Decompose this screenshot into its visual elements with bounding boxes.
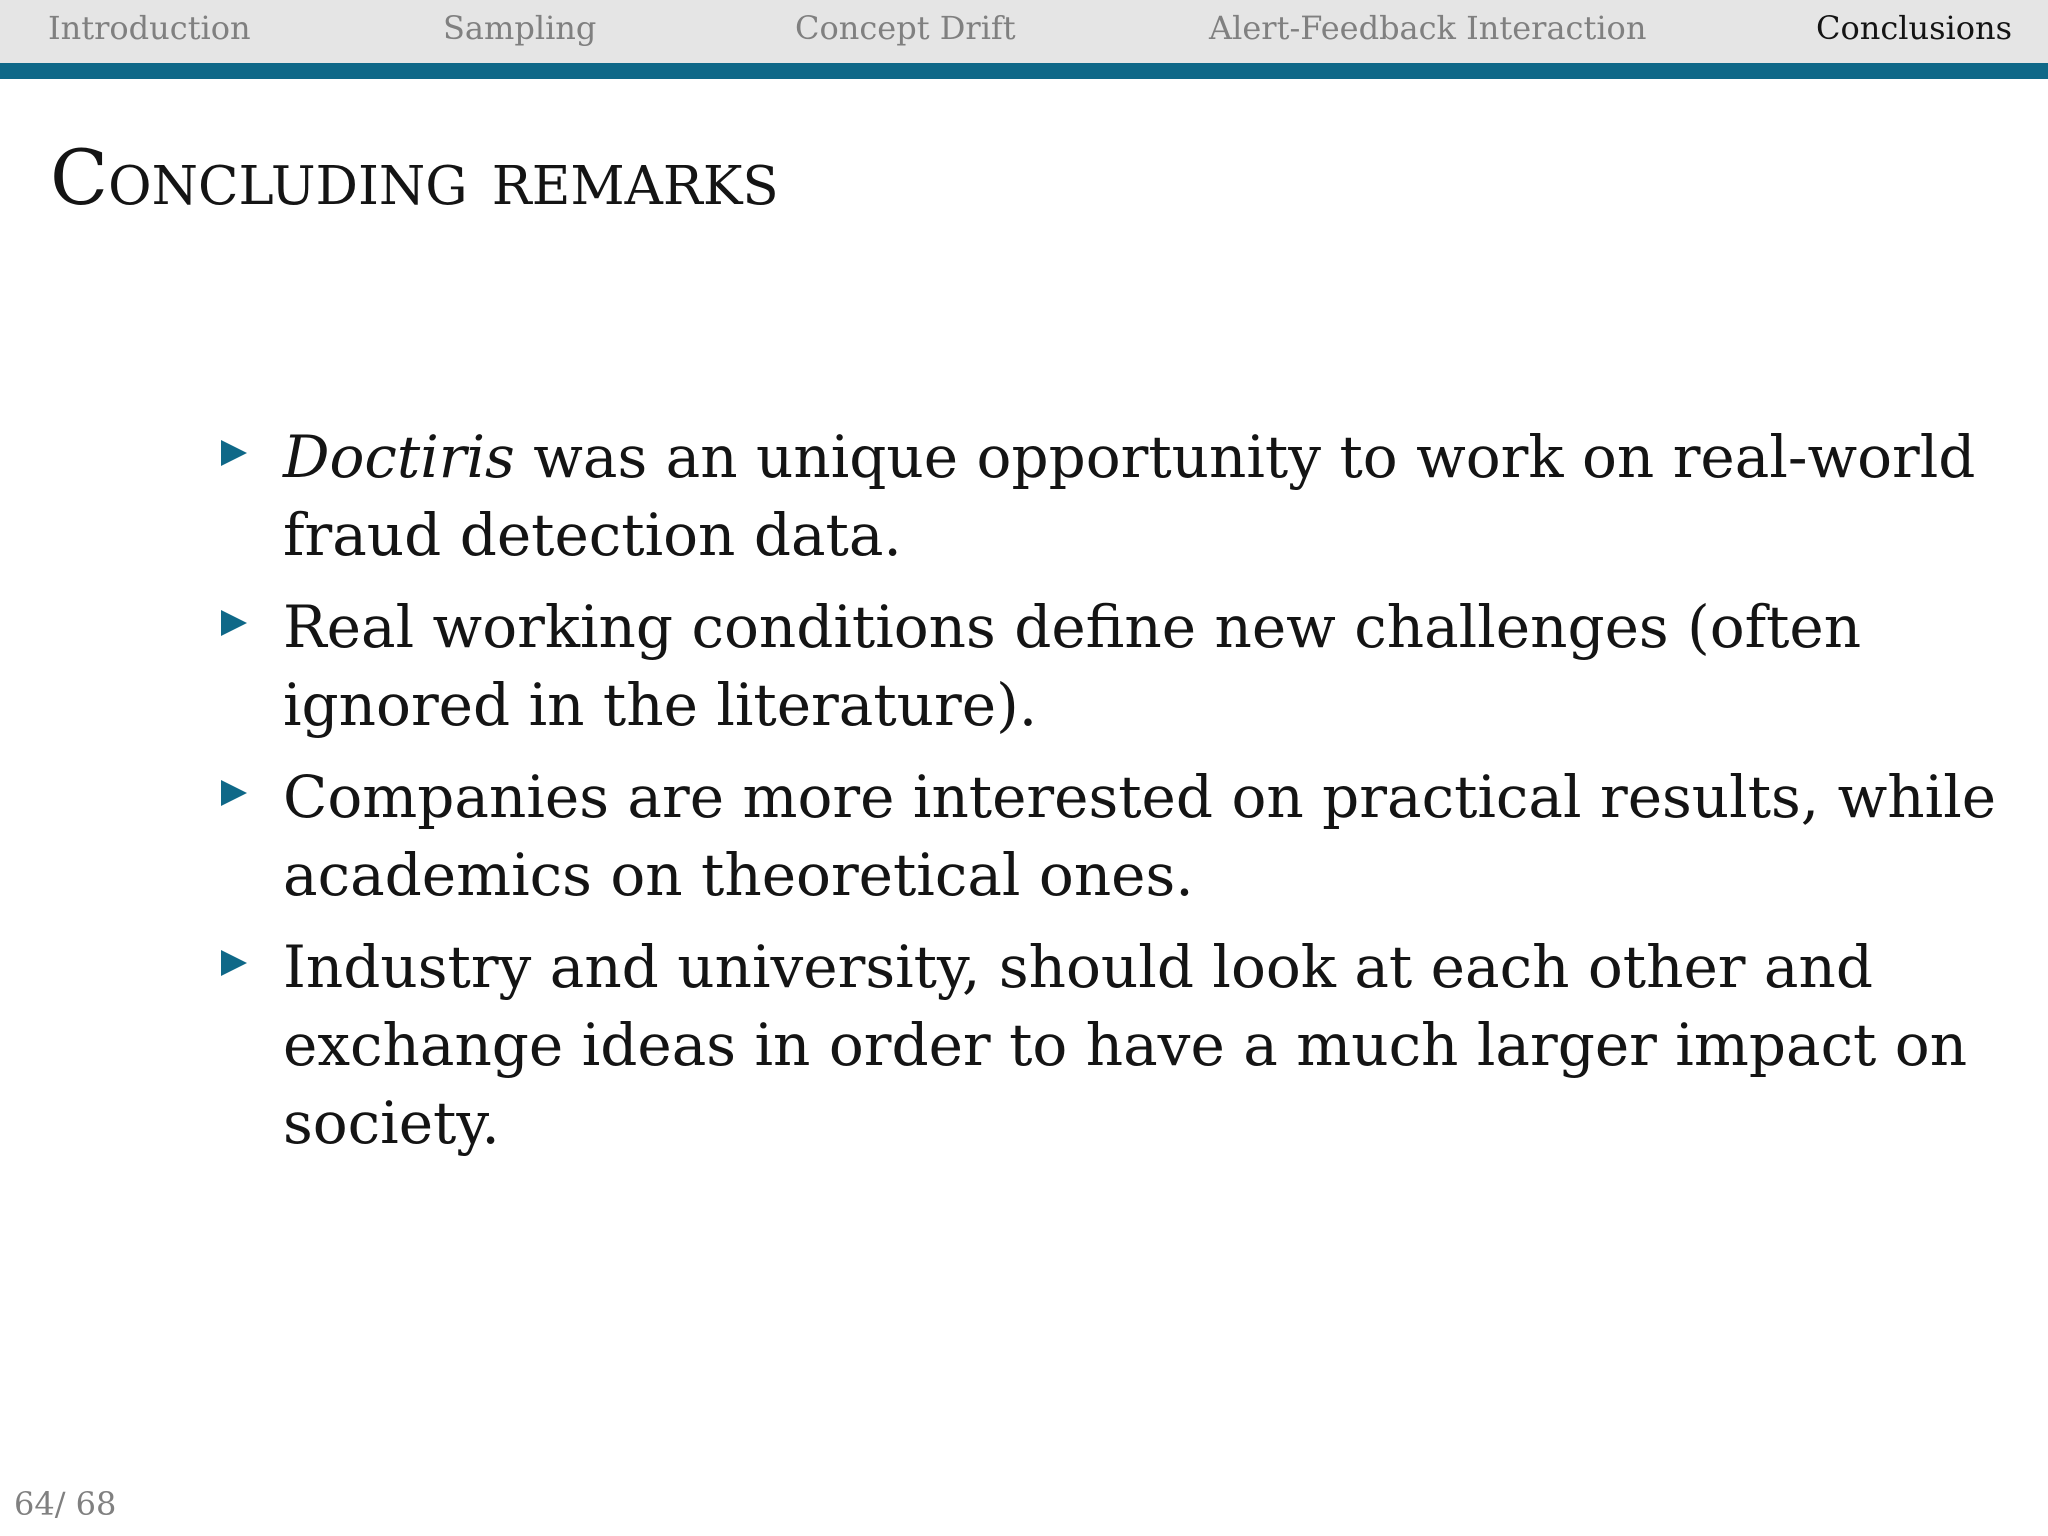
bullet-line: exchange ideas in order to have a much larger impact on [283,1011,1968,1079]
slide-title: Concluding remarks [50,133,779,222]
bullet-line: Real working conditions define new challenges (often [283,593,1862,661]
triangle-bullet-icon [221,610,247,636]
bullet-line: ignored in the literature). [283,671,1038,739]
bullet-line-rest: was an unique opportunity to work on real-world [514,423,1976,491]
bullet-line: Industry and university, should look at each other and [283,933,1873,1001]
bullet-text [283,758,1997,914]
triangle-bullet-icon [221,440,247,466]
bullet-text [283,588,1963,744]
bullet-text [283,928,1968,1162]
nav-item-conclusions[interactable]: Conclusions [1816,9,2013,47]
bullet-line: fraud detection data. [283,501,902,569]
bullet-line [283,418,1976,496]
emphasis-text: Doctiris [283,423,515,491]
page-number: 64/ 68 [14,1485,117,1523]
bullet-line: academics on theoretical ones. [283,841,1194,909]
nav-item-concept-drift[interactable]: Concept Drift [795,9,1016,47]
nav-item-alert-feedback-interaction[interactable]: Alert-Feedback Interaction [1209,9,1647,47]
bullet-text [283,418,1976,574]
triangle-bullet-icon [221,780,247,806]
bullet-line: Companies are more interested on practical results, while [283,763,1997,831]
nav-item-introduction[interactable]: Introduction [48,9,251,47]
nav-item-sampling[interactable]: Sampling [443,9,597,47]
triangle-bullet-icon [221,950,247,976]
bullet-line: society. [283,1089,500,1157]
